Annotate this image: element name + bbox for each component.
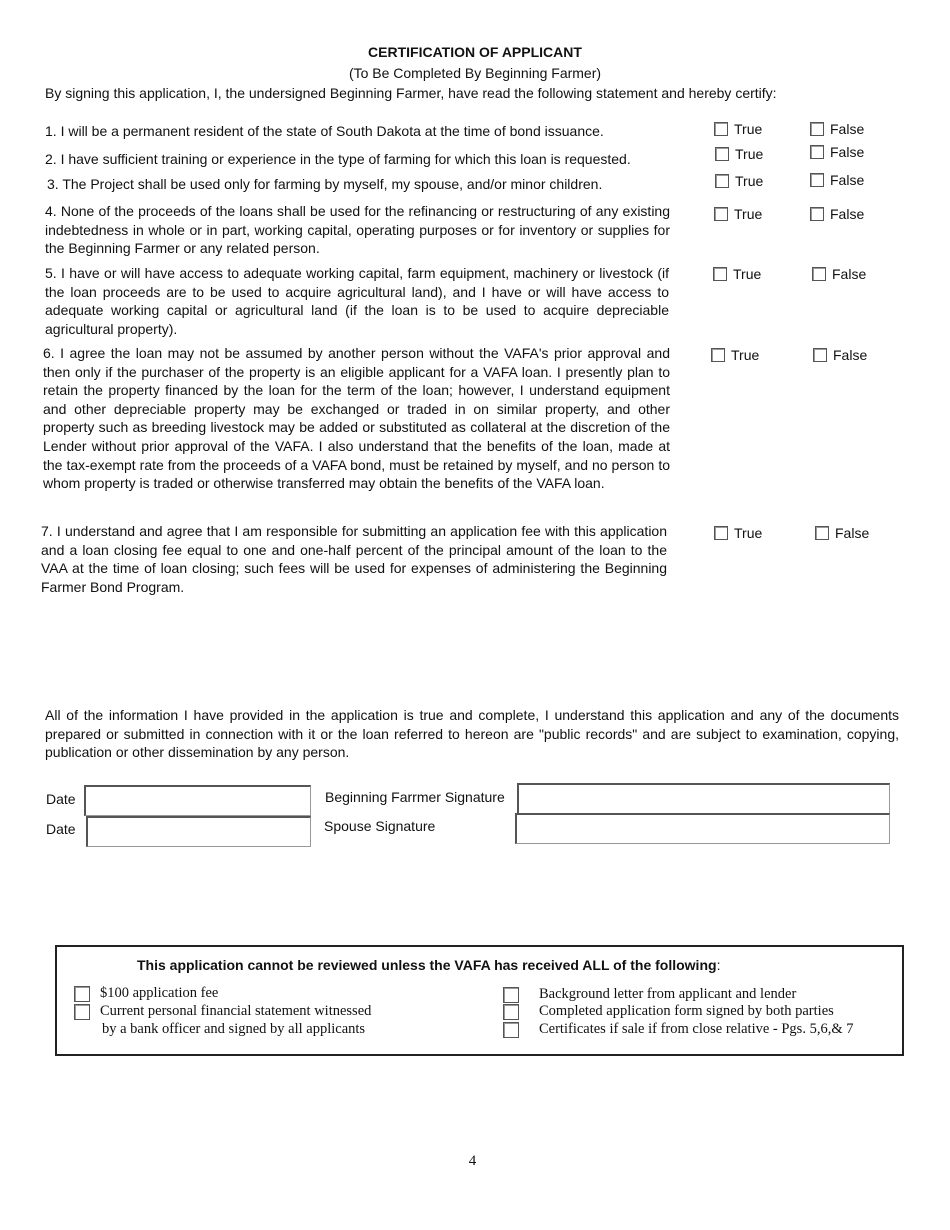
checkbox[interactable] bbox=[503, 1022, 519, 1038]
checkbox[interactable] bbox=[74, 986, 90, 1002]
statement-4-false[interactable]: False bbox=[810, 206, 864, 222]
checkbox[interactable] bbox=[812, 267, 826, 281]
requirements-heading: This application cannot be reviewed unless the VAFA has received ALL of the following: bbox=[137, 957, 721, 973]
date-field[interactable] bbox=[84, 785, 311, 816]
statement-6: 6. I agree the loan may not be assumed by another person without the VAFA's prior approval and then only if the purchaser of the property is an eligible applicant for a VAFA loan. I presently plan to retain the property financed by the loan for the term of the loan; however, I understand equipment and other depreciable property may be exchanged or traded in on similar property, and other property such as breeding livestock may be added or substituted as collateral at the discretion of the Lender without prior approval of the VAFA. I also understand that the benefits of the loan, made at the tax-exempt rate from the proceeds of a VAFA bond, must be retained by myself, and no person to whom property is traded or otherwise transferred may obtain the benefits of the VAFA loan. bbox=[43, 345, 670, 492]
statement-1-true[interactable]: True bbox=[714, 121, 762, 137]
statement-5: 5. I have or will have access to adequate working capital, farm equipment, machinery or livestock (if the loan proceeds are to be used to acquire agricultural land), and I have or will have access to adequate working capital or agricultural land (if the loan is to be used to acquire depreciable agricultural property). bbox=[45, 265, 669, 337]
checkbox[interactable] bbox=[714, 207, 728, 221]
checkbox[interactable] bbox=[810, 207, 824, 221]
req-background-letter[interactable]: Background letter from applicant and lender bbox=[503, 986, 796, 1003]
statement-3-false[interactable]: False bbox=[810, 172, 864, 188]
checkbox[interactable] bbox=[74, 1004, 90, 1020]
spouse-signature-label: Spouse Signature bbox=[324, 818, 436, 834]
statement-1: 1. I will be a permanent resident of the state of South Dakota at the time of bond issuance. bbox=[45, 123, 604, 139]
page-subtitle: (To Be Completed By Beginning Farmer) bbox=[348, 65, 602, 81]
spouse-signature-field[interactable] bbox=[515, 813, 890, 844]
checkbox[interactable] bbox=[503, 1004, 519, 1020]
checkbox[interactable] bbox=[810, 173, 824, 187]
statement-2-false[interactable]: False bbox=[810, 144, 864, 160]
farmer-signature-field[interactable] bbox=[517, 783, 890, 814]
req-application-fee[interactable]: $100 application fee bbox=[74, 985, 218, 1002]
req-certificates[interactable]: Certificates if sale if from close relative - Pgs. 5,6,& 7 bbox=[503, 1021, 853, 1038]
checkbox[interactable] bbox=[815, 526, 829, 540]
statement-2-true[interactable]: True bbox=[715, 146, 763, 162]
checkbox[interactable] bbox=[810, 145, 824, 159]
checkbox[interactable] bbox=[715, 147, 729, 161]
page-title: CERTIFICATION OF APPLICANT bbox=[368, 44, 582, 60]
statement-3: 3. The Project shall be used only for farming by myself, my spouse, and/or minor children. bbox=[47, 176, 603, 192]
statement-4: 4. None of the proceeds of the loans shall be used for the refinancing or restructuring of any existing indebtedness in whole or in part, working capital, operating purposes or for inventory or supplies for the Beginning Farmer or any related person. bbox=[45, 203, 670, 257]
statement-3-true[interactable]: True bbox=[715, 173, 763, 189]
date-label-2: Date bbox=[46, 821, 76, 837]
statement-4-true[interactable]: True bbox=[714, 206, 762, 222]
statement-7-false[interactable]: False bbox=[815, 525, 869, 541]
checkbox[interactable] bbox=[810, 122, 824, 136]
statement-2: 2. I have sufficient training or experience in the type of farming for which this loan is requested. bbox=[45, 151, 631, 167]
req-financial-statement-cont: by a bank officer and signed by all applicants bbox=[102, 1021, 366, 1037]
statement-6-true[interactable]: True bbox=[711, 347, 759, 363]
statement-5-false[interactable]: False bbox=[812, 266, 866, 282]
statement-5-true[interactable]: True bbox=[713, 266, 761, 282]
checkbox[interactable] bbox=[713, 267, 727, 281]
intro-text: By signing this application, I, the undersigned Beginning Farmer, have read the following statement and hereby certify: bbox=[45, 85, 777, 101]
spouse-date-field[interactable] bbox=[86, 816, 311, 847]
checkbox[interactable] bbox=[813, 348, 827, 362]
certification-paragraph: All of the information I have provided in the application is true and complete, I understand this application and any of the documents prepared or submitted in connection with it or the loan referred to hereon are "public records" and are subject to examination, copying, publication or other dissemination by any person. bbox=[45, 707, 899, 761]
farmer-signature-label: Beginning Farrmer Signature bbox=[325, 789, 505, 805]
req-financial-statement[interactable]: Current personal financial statement witnessed bbox=[74, 1003, 371, 1020]
page-number: 4 bbox=[468, 1153, 477, 1169]
statement-7-true[interactable]: True bbox=[714, 525, 762, 541]
checkbox[interactable] bbox=[714, 122, 728, 136]
statement-6-false[interactable]: False bbox=[813, 347, 867, 363]
date-label: Date bbox=[46, 791, 76, 807]
checkbox[interactable] bbox=[715, 174, 729, 188]
checkbox[interactable] bbox=[503, 987, 519, 1003]
statement-1-false[interactable]: False bbox=[810, 121, 864, 137]
statement-7: 7. I understand and agree that I am responsible for submitting an application fee with this application and a loan closing fee equal to one and one-half percent of the principal amount of the loan to the VAA at the time of loan closing; such fees will be used for expenses of administering the Beginning Farmer Bond Program. bbox=[41, 523, 667, 595]
checkbox[interactable] bbox=[711, 348, 725, 362]
checkbox[interactable] bbox=[714, 526, 728, 540]
req-completed-form[interactable]: Completed application form signed by both parties bbox=[503, 1003, 834, 1020]
